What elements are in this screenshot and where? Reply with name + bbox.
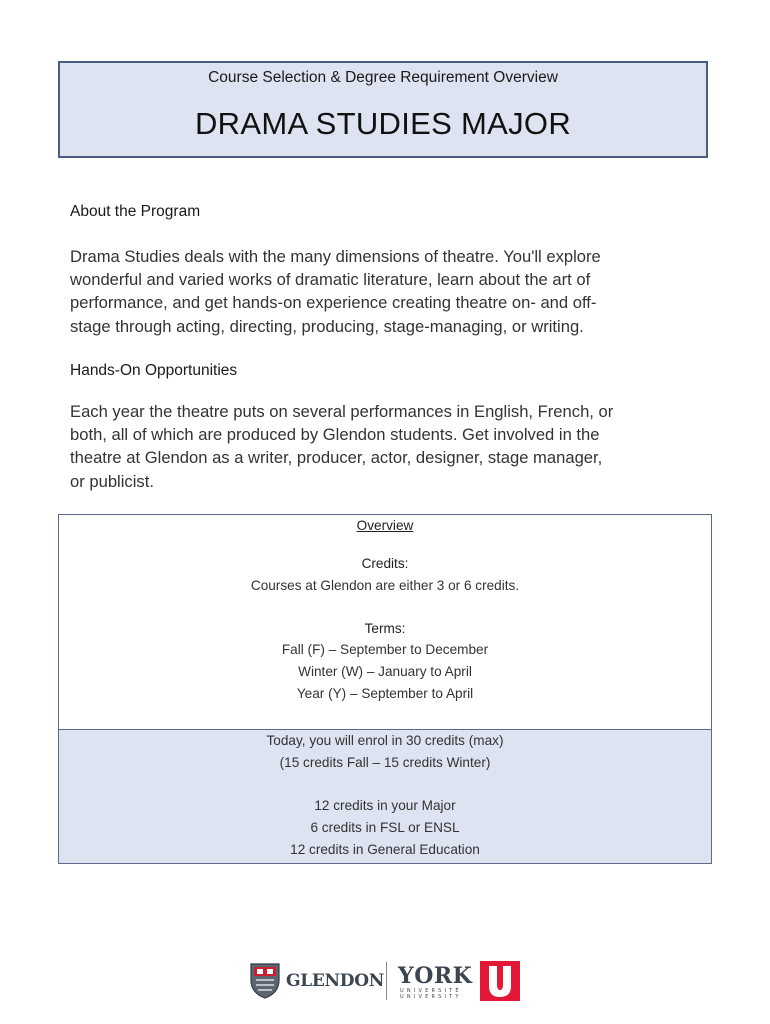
- hands-on-line: or publicist.: [70, 471, 154, 491]
- header-subtitle: Course Selection & Degree Requirement Overview: [208, 69, 558, 86]
- glendon-wordmark: GLENDON: [286, 971, 384, 991]
- hands-on-line: theatre at Glendon as a writer, producer, actor, designer, stage manager,: [70, 448, 603, 468]
- breakdown-fsl: 6 credits in FSL or ENSL: [310, 820, 460, 835]
- breakdown-major: 12 credits in your Major: [314, 798, 456, 813]
- york-subtext: [400, 988, 462, 1000]
- header-box: [58, 61, 708, 158]
- about-heading: About the Program: [70, 203, 201, 220]
- enrol-line: (15 credits Fall – 15 credits Winter): [279, 755, 491, 770]
- breakdown-gened: 12 credits in General Education: [290, 842, 480, 857]
- enrol-line: Today, you will enrol in 30 credits (max): [266, 733, 504, 748]
- term-winter: Winter (W) – January to April: [298, 664, 472, 679]
- about-paragraph: [70, 245, 695, 338]
- overview-title: Overview: [356, 518, 414, 533]
- about-line: performance, and get hands-on experience creating theatre on- and off-: [70, 293, 597, 313]
- york-subtext-line: UNIVERSITY: [400, 994, 462, 1000]
- page-title: DRAMA STUDIES MAJOR: [194, 106, 572, 141]
- york-subtext-line: UNIVERSITÉ: [400, 988, 462, 994]
- about-line: wonderful and varied works of dramatic literature, learn about the art of: [70, 270, 591, 290]
- terms-label: Terms:: [364, 621, 406, 636]
- credits-label: Credits:: [361, 556, 409, 571]
- about-line: stage through acting, directing, producing, stage-managing, or writing.: [70, 316, 584, 336]
- hands-on-paragraph: [70, 400, 695, 493]
- york-wordmark: YORK: [398, 963, 473, 989]
- overview-box: [58, 514, 712, 864]
- logo-divider: [386, 962, 387, 1000]
- term-fall: Fall (F) – September to December: [281, 642, 489, 657]
- york-u-icon: [480, 961, 520, 1001]
- glendon-crest-icon: [248, 960, 282, 1000]
- glendon-york-logo: [248, 958, 528, 1004]
- credits-text: Courses at Glendon are either 3 or 6 credits.: [250, 578, 520, 593]
- hands-on-heading: Hands-On Opportunities: [70, 362, 238, 379]
- about-line: Drama Studies deals with the many dimensions of theatre. You'll explore: [70, 247, 601, 266]
- term-year: Year (Y) – September to April: [296, 686, 474, 701]
- hands-on-line: Each year the theatre puts on several performances in English, French, or: [70, 402, 614, 421]
- overview-top-panel: [59, 515, 711, 729]
- overview-bottom-panel: [59, 729, 711, 863]
- hands-on-line: both, all of which are produced by Glendon students. Get involved in the: [70, 425, 600, 445]
